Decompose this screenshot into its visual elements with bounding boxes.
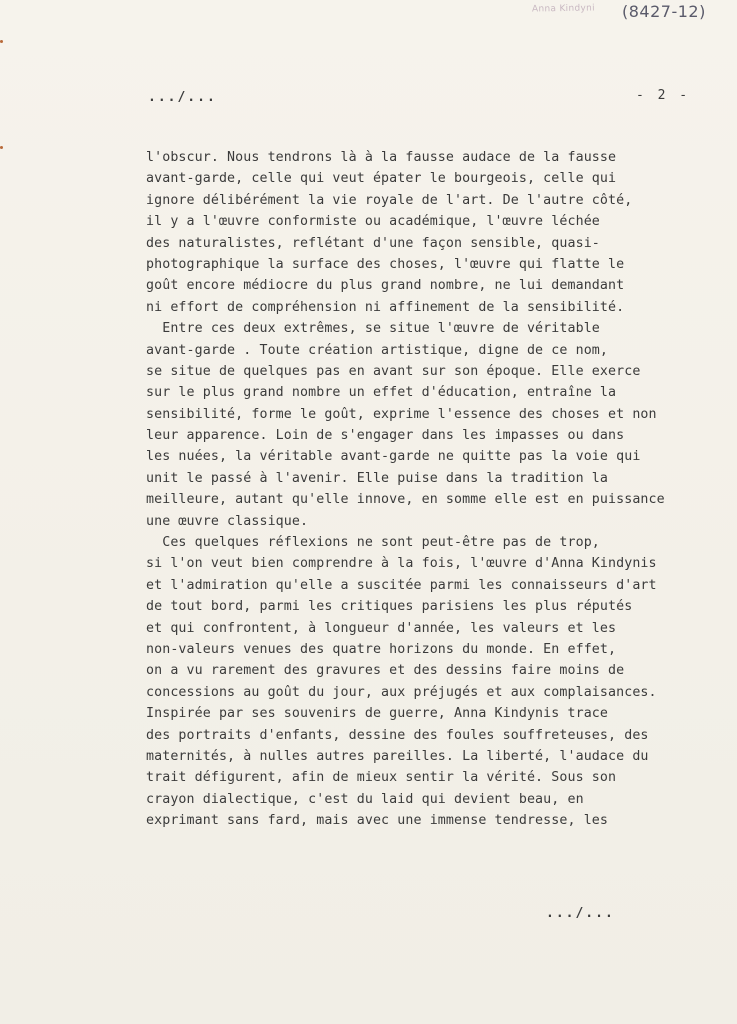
text-line: de tout bord, parmi les critiques parisiens les plus réputés: [146, 599, 633, 615]
text-line: et l'admiration qu'elle a suscitée parmi les connaisseurs d'art: [146, 577, 657, 593]
text-line: sensibilité, forme le goût, exprime l'essence des choses et non: [146, 406, 657, 422]
continuation-mark-bottom: .../...: [546, 906, 615, 921]
text-line: non-valeurs venues des quatre horizons du monde. En effet,: [146, 641, 617, 657]
edge-mark: [0, 146, 3, 149]
continuation-mark-top: .../...: [148, 90, 217, 105]
text-line: une œuvre classique.: [146, 513, 309, 529]
text-line: des naturalistes, reflétant d'une façon sensible, quasi-: [146, 235, 600, 251]
text-line: concessions au goût du jour, aux préjugés et aux complaisances.: [146, 684, 657, 700]
text-line: les nuées, la véritable avant-garde ne quitte pas la voie qui: [146, 449, 641, 465]
text-line: se situe de quelques pas en avant sur son époque. Elle exerce: [146, 363, 641, 379]
text-line: avant-garde, celle qui veut épater le bourgeois, celle qui: [146, 171, 617, 187]
text-line: Entre ces deux extrêmes, se situe l'œuvre de véritable: [146, 321, 600, 337]
text-line: goût encore médiocre du plus grand nombre, ne lui demandant: [146, 278, 625, 294]
archive-note: Anna Kindyni: [531, 3, 595, 15]
body-text: [146, 147, 734, 832]
text-line: meilleure, autant qu'elle innove, en somme elle est en puissance: [146, 492, 665, 508]
text-line: ni effort de compréhension ni affinement de la sensibilité.: [146, 299, 625, 315]
text-line: ignore délibérément la vie royale de l'art. De l'autre côté,: [146, 192, 633, 208]
text-line: leur apparence. Loin de s'engager dans les impasses ou dans: [146, 428, 625, 444]
text-line: on a vu rarement des gravures et des dessins faire moins de: [146, 663, 625, 679]
text-line: trait défigurent, afin de mieux sentir la vérité. Sous son: [146, 770, 617, 786]
text-line: Ces quelques réflexions ne sont peut-être pas de trop,: [146, 535, 600, 551]
text-line: l'obscur. Nous tendrons là à la fausse audace de la fausse: [146, 150, 617, 165]
text-line: photographique la surface des choses, l'œuvre qui flatte le: [146, 256, 625, 272]
text-line: sur le plus grand nombre un effet d'éducation, entraîne la: [146, 385, 617, 401]
edge-mark: [0, 40, 3, 43]
text-line: si l'on veut bien comprendre à la fois, l'œuvre d'Anna Kindynis: [146, 556, 657, 572]
text-line: des portraits d'enfants, dessine des foules souffreteuses, des: [146, 727, 649, 743]
text-line: crayon dialectique, c'est du laid qui devient beau, en: [146, 791, 584, 807]
page-number: - 2 -: [636, 88, 691, 103]
text-line: unit le passé à l'avenir. Elle puise dans la tradition la: [146, 470, 609, 486]
text-line: Inspirée par ses souvenirs de guerre, Anna Kindynis trace: [146, 706, 609, 722]
text-line: exprimant sans fard, mais avec une immense tendresse, les: [146, 813, 609, 829]
text-line: maternités, à nulles autres pareilles. La liberté, l'audace du: [146, 748, 649, 764]
reference-number: (8427-12): [622, 2, 706, 21]
text-line: et qui confrontent, à longueur d'année, les valeurs et les: [146, 620, 617, 636]
text-line: il y a l'œuvre conformiste ou académique, l'œuvre léchée: [146, 214, 600, 230]
text-line: avant-garde . Toute création artistique, digne de ce nom,: [146, 342, 609, 358]
